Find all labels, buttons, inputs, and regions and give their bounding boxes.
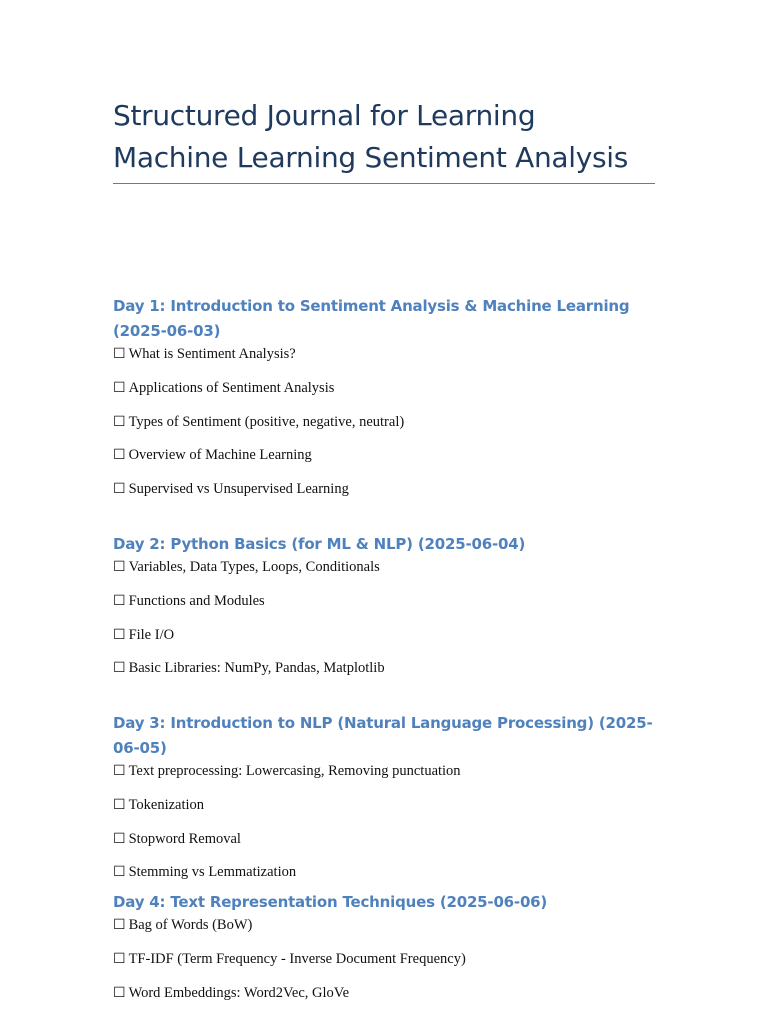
checklist-item-label: Word Embeddings: Word2Vec, GloVe bbox=[128, 984, 350, 1001]
checkbox-icon[interactable]: ☐ bbox=[113, 984, 126, 1001]
checkbox-icon[interactable]: ☐ bbox=[113, 830, 126, 847]
checklist-item bbox=[113, 344, 655, 364]
checklist-item-label: TF-IDF (Term Frequency - Inverse Document Frequency) bbox=[128, 950, 466, 967]
checklist-item-label: What is Sentiment Analysis? bbox=[128, 346, 296, 362]
checklist-item bbox=[113, 829, 655, 849]
day-heading-4: Day 4: Text Representation Techniques (2025-06-06) bbox=[113, 893, 548, 911]
checkbox-icon[interactable]: ☐ bbox=[113, 379, 126, 396]
checklist-item bbox=[113, 983, 655, 1003]
day-heading-2: Day 2: Python Basics (for ML & NLP) (2025-06-04) bbox=[113, 535, 526, 553]
checklist-item bbox=[113, 949, 655, 969]
checklist-item-label: Stemming vs Lemmatization bbox=[128, 864, 297, 881]
checkbox-icon[interactable]: ☐ bbox=[113, 796, 126, 813]
checklist-item bbox=[113, 445, 655, 465]
day-heading-1: Day 1: Introduction to Sentiment Analysis & Machine Learning (2025-06-03) bbox=[113, 297, 630, 340]
checklist-item bbox=[113, 557, 655, 577]
checklist-item-label: Tokenization bbox=[128, 796, 205, 813]
checklist-item bbox=[113, 862, 655, 882]
checklist-item bbox=[113, 625, 655, 645]
document-title: Structured Journal for Learning Machine Learning Sentiment Analysis bbox=[113, 99, 629, 174]
day-section-4 bbox=[113, 890, 655, 1016]
checklist-item bbox=[113, 479, 655, 499]
checklist-item bbox=[113, 795, 655, 815]
checkbox-icon[interactable]: ☐ bbox=[113, 763, 126, 779]
checklist-item bbox=[113, 378, 655, 398]
title-divider bbox=[113, 183, 655, 184]
checkbox-icon[interactable]: ☐ bbox=[113, 626, 126, 643]
checkbox-icon[interactable]: ☐ bbox=[113, 447, 126, 464]
checklist-item bbox=[113, 761, 655, 781]
checkbox-icon[interactable]: ☐ bbox=[113, 559, 126, 575]
checklist-item bbox=[113, 412, 655, 432]
day-section-3 bbox=[113, 711, 655, 896]
checklist-item-label: Types of Sentiment (positive, negative, neutral) bbox=[128, 413, 405, 430]
checklist-item-label: Applications of Sentiment Analysis bbox=[128, 379, 335, 396]
checkbox-icon[interactable]: ☐ bbox=[113, 413, 126, 430]
checklist-item bbox=[113, 658, 655, 678]
checklist-item-label: Supervised vs Unsupervised Learning bbox=[128, 481, 349, 498]
day-section-2 bbox=[113, 532, 655, 692]
checklist-item-label: Stopword Removal bbox=[128, 830, 241, 847]
checkbox-icon[interactable]: ☐ bbox=[113, 592, 126, 609]
checkbox-icon[interactable]: ☐ bbox=[113, 917, 126, 933]
checkbox-icon[interactable]: ☐ bbox=[113, 660, 126, 677]
day-section-1 bbox=[113, 294, 655, 513]
checkbox-icon[interactable]: ☐ bbox=[113, 346, 126, 362]
checklist-item bbox=[113, 915, 655, 935]
checklist-item-label: Functions and Modules bbox=[128, 592, 265, 609]
checklist-item-label: File I/O bbox=[128, 626, 175, 643]
day-heading-3: Day 3: Introduction to NLP (Natural Language Processing) (2025-06-05) bbox=[113, 714, 653, 757]
checkbox-icon[interactable]: ☐ bbox=[113, 950, 126, 967]
checklist-item-label: Basic Libraries: NumPy, Pandas, Matplotlib bbox=[128, 660, 385, 677]
checklist-item-label: Bag of Words (BoW) bbox=[128, 917, 253, 933]
checklist-item-label: Text preprocessing: Lowercasing, Removing punctuation bbox=[128, 763, 461, 779]
document-page bbox=[113, 95, 655, 1001]
checklist-item-label: Variables, Data Types, Loops, Conditionals bbox=[128, 559, 380, 575]
checklist-item bbox=[113, 591, 655, 611]
checkbox-icon[interactable]: ☐ bbox=[113, 481, 126, 498]
checklist-item-label: Overview of Machine Learning bbox=[128, 447, 312, 464]
checkbox-icon[interactable]: ☐ bbox=[113, 864, 126, 881]
